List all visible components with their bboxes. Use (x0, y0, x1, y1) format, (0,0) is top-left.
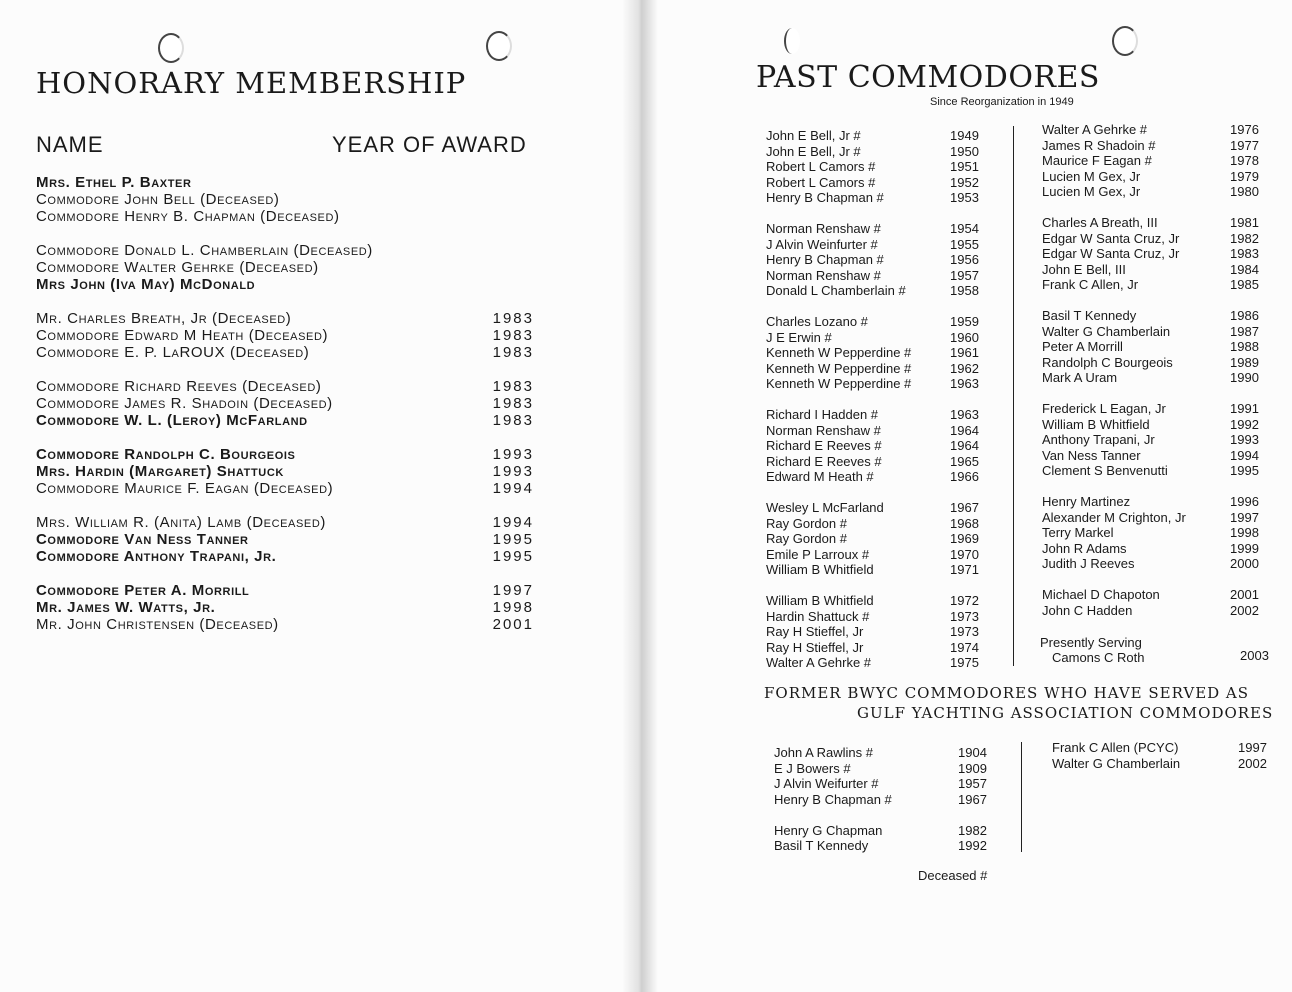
honorary-member-row (36, 514, 546, 531)
commodore-row (1042, 432, 1262, 448)
commodore-row (1042, 448, 1262, 464)
commodore-year: 1995 (1230, 463, 1259, 478)
commodore-row (1042, 138, 1262, 154)
group-gap (766, 206, 986, 222)
commodore-year: 1975 (950, 655, 979, 670)
commodore-year: 1968 (950, 515, 979, 531)
commodore-name: J Alvin Weinfurter # (766, 236, 878, 252)
commodore-name: Anthony Trapani, Jr (1042, 432, 1155, 447)
commodore-year: 2000 (1230, 556, 1259, 571)
commodore-row (1042, 541, 1262, 557)
honorary-member-row (36, 208, 546, 225)
commodore-row (766, 531, 986, 547)
honorary-member-row (36, 344, 546, 361)
commodore-name: Henry B Chapman # (774, 791, 892, 807)
commodore-row (1042, 370, 1262, 386)
group-gap (36, 429, 546, 446)
commodore-row (1052, 740, 1272, 756)
group-gap (36, 225, 546, 242)
honorary-member-row (36, 174, 546, 191)
commodore-row (766, 175, 986, 191)
commodore-row (766, 345, 986, 361)
commodore-name: Robert L Camors # (766, 174, 876, 190)
gya-column-divider (1021, 742, 1022, 852)
commodore-row (1042, 184, 1262, 200)
commodore-name: Terry Markel (1042, 525, 1114, 540)
commodore-name: Ray H Stieffel, Jr (766, 624, 864, 639)
commodore-row (766, 376, 986, 392)
commodore-name: Frank C Allen (PCYC) (1052, 740, 1179, 755)
member-name: Mrs. Ethel P. Baxter (36, 174, 192, 191)
honorary-title: HONORARY MEMBERSHIP (36, 66, 467, 100)
commodore-year: 1979 (1230, 168, 1259, 184)
member-name: Commodore Maurice F. Eagan (Deceased) (36, 480, 334, 497)
commodore-name: Basil T Kennedy (774, 838, 869, 853)
commodore-year: 1981 (1230, 215, 1259, 230)
commodore-year: 1991 (1230, 401, 1259, 416)
commodore-name: Clement S Benvenutti (1042, 463, 1168, 478)
member-name: Commodore Anthony Trapani, Jr. (36, 548, 277, 565)
commodore-row (766, 407, 986, 423)
group-gap (36, 293, 546, 310)
commodore-row (766, 640, 986, 656)
member-name: Mr. Charles Breath, Jr (Deceased) (36, 310, 292, 327)
award-year: 1983 (492, 395, 534, 412)
commodore-name: John C Hadden (1042, 602, 1133, 618)
commodore-row (1042, 122, 1262, 138)
commodore-year: 1971 (950, 562, 979, 577)
commodore-row (1042, 417, 1262, 433)
commodore-row (1042, 169, 1262, 185)
punch-hole (486, 31, 512, 61)
commodore-year: 1982 (958, 822, 987, 838)
commodore-row (766, 128, 986, 144)
commodore-name: William B Whitfield (1042, 416, 1150, 432)
honorary-member-row (36, 259, 546, 276)
commodore-year: 1983 (1230, 246, 1259, 261)
commodore-year: 1997 (1238, 740, 1267, 755)
deceased-note: Deceased # (918, 868, 988, 883)
commodore-row (1042, 262, 1262, 278)
commodore-year: 1982 (1230, 230, 1259, 246)
award-year: 1983 (492, 378, 534, 395)
commodore-row (1042, 339, 1262, 355)
commodore-year: 1996 (1230, 494, 1259, 509)
commodore-name: Ray H Stieffel, Jr (766, 639, 864, 655)
commodore-year: 1962 (950, 360, 979, 376)
member-name: Commodore John Bell (Deceased) (36, 191, 280, 208)
commodore-year: 2002 (1230, 602, 1259, 618)
award-year: 1994 (492, 514, 534, 531)
honorary-member-row (36, 412, 546, 429)
group-gap (36, 497, 546, 514)
commodore-row (766, 593, 986, 609)
gya-right-column (1052, 740, 1272, 771)
commodore-year: 1953 (950, 190, 979, 205)
commodore-year: 1998 (1230, 525, 1259, 540)
group-gap (1042, 293, 1262, 309)
commodore-row (766, 361, 986, 377)
commodore-name: Emile P Larroux # (766, 546, 870, 562)
commodore-row (774, 761, 990, 777)
commodore-name: Peter A Morrill (1042, 339, 1123, 354)
commodore-name: J E Erwin # (766, 329, 832, 345)
commodore-year: 1965 (950, 453, 979, 469)
commodore-year: 1973 (950, 624, 979, 639)
commodore-row (1042, 494, 1262, 510)
commodore-name: Norman Renshaw # (766, 221, 881, 236)
punch-hole (158, 33, 184, 63)
commodore-year: 1993 (1230, 432, 1259, 447)
commodore-name: Richard I Hadden # (766, 407, 879, 422)
commodore-name: Maurice F Eagan # (1042, 153, 1152, 168)
commodore-name: Van Ness Tanner (1042, 447, 1141, 463)
commodore-year: 1951 (950, 159, 979, 174)
group-gap (1042, 479, 1262, 495)
commodore-row (1042, 231, 1262, 247)
commodore-year: 1992 (1230, 416, 1259, 432)
commodore-name: Edgar W Santa Cruz, Jr (1042, 246, 1180, 261)
name-column-header: NAME (36, 132, 104, 157)
commodore-year: 1985 (1230, 277, 1259, 292)
commodore-name: Edgar W Santa Cruz, Jr (1042, 230, 1180, 246)
honorary-member-row (36, 582, 546, 599)
commodore-name: Henry G Chapman (774, 822, 883, 838)
commodore-row (1042, 463, 1262, 479)
commodore-row (766, 423, 986, 439)
commodore-name: Ray Gordon # (766, 515, 847, 531)
commodore-year: 1963 (950, 407, 979, 422)
commodore-row (1042, 401, 1262, 417)
honorary-member-row (36, 242, 546, 259)
commodore-row (1042, 308, 1262, 324)
commodore-year: 1956 (950, 252, 979, 267)
commodore-row (774, 745, 990, 761)
commodore-year: 1988 (1230, 339, 1259, 354)
honorary-member-row (36, 480, 546, 497)
commodore-row (1042, 525, 1262, 541)
column-divider (1013, 126, 1014, 666)
commodore-row (1042, 324, 1262, 340)
commodore-year: 1961 (950, 345, 979, 360)
commodore-row (766, 624, 986, 640)
member-name: Mrs John (Iva May) McDonald (36, 276, 256, 293)
group-gap (1042, 386, 1262, 402)
member-name: Commodore Henry B. Chapman (Deceased) (36, 208, 340, 225)
award-year: 1993 (492, 463, 534, 480)
presently-serving-year: 2003 (1240, 648, 1269, 663)
commodore-row (1042, 603, 1262, 619)
commodore-name: Richard E Reeves # (766, 438, 882, 453)
commodore-name: William B Whitfield (766, 562, 874, 577)
commodore-row (774, 823, 990, 839)
commodore-name: Donald L Chamberlain # (766, 283, 906, 298)
commodore-name: Richard E Reeves # (766, 453, 882, 469)
member-name: Mrs. Hardin (Margaret) Shattuck (36, 463, 284, 480)
group-gap (766, 485, 986, 501)
award-year: 1994 (492, 480, 534, 497)
member-name: Commodore W. L. (Leroy) McFarland (36, 412, 308, 429)
commodore-row (766, 159, 986, 175)
commodore-year: 1955 (950, 236, 979, 252)
commodore-year: 1970 (950, 546, 979, 562)
commodore-row (766, 469, 986, 485)
commodore-row (774, 838, 990, 854)
punch-hole (784, 28, 800, 54)
commodore-year: 1973 (950, 608, 979, 624)
commodore-name: Lucien M Gex, Jr (1042, 184, 1141, 199)
commodore-name: Walter A Gehrke # (766, 655, 872, 670)
award-year: 1983 (492, 310, 534, 327)
honorary-member-row (36, 531, 546, 548)
commodore-year: 1964 (950, 438, 979, 453)
commodore-year: 1952 (950, 174, 979, 190)
commodore-name: Walter A Gehrke # (1042, 122, 1148, 137)
commodore-year: 1969 (950, 531, 979, 546)
commodore-row (766, 330, 986, 346)
commodore-row (766, 500, 986, 516)
commodore-name: Judith J Reeves (1042, 556, 1135, 571)
commodore-name: Basil T Kennedy (1042, 308, 1137, 323)
commodore-name: Alexander M Crighton, Jr (1042, 509, 1186, 525)
commodore-row (766, 221, 986, 237)
member-name: Commodore Richard Reeves (Deceased) (36, 378, 322, 395)
group-gap (766, 392, 986, 408)
honorary-member-row (36, 446, 546, 463)
commodore-year: 1959 (950, 314, 979, 329)
honorary-member-row (36, 395, 546, 412)
commodore-name: Wesley L McFarland (766, 500, 884, 515)
past-commodores-subtitle: Since Reorganization in 1949 (930, 96, 1074, 108)
commodore-row (1042, 153, 1262, 169)
commodore-name: Michael D Chapoton (1042, 587, 1160, 602)
commodore-year: 1977 (1230, 137, 1259, 153)
commodores-right-column (1042, 122, 1262, 618)
award-year: 1983 (492, 412, 534, 429)
commodore-row (766, 562, 986, 578)
commodore-name: Henry B Chapman # (766, 252, 884, 267)
commodore-name: Henry Martinez (1042, 494, 1131, 509)
commodore-year: 1997 (1230, 509, 1259, 525)
commodore-name: Mark A Uram (1042, 370, 1118, 385)
commodore-name: Frank C Allen, Jr (1042, 277, 1139, 292)
commodore-name: John E Bell, Jr # (766, 128, 861, 143)
commodore-name: J Alvin Weifurter # (774, 776, 879, 791)
commodore-name: John E Bell, III (1042, 261, 1126, 277)
commodore-year: 1957 (950, 267, 979, 283)
commodore-name: Kenneth W Pepperdine # (766, 376, 912, 391)
commodore-row (1042, 215, 1262, 231)
commodore-year: 1964 (950, 422, 979, 438)
commodore-year: 1954 (950, 221, 979, 236)
commodore-year: 1960 (950, 329, 979, 345)
commodore-year: 1909 (958, 760, 987, 776)
award-year: 1998 (492, 599, 534, 616)
commodore-name: John R Adams (1042, 540, 1127, 556)
commodore-row (766, 252, 986, 268)
commodore-year: 1966 (950, 469, 979, 484)
commodore-year: 1978 (1230, 153, 1259, 168)
member-name: Commodore James R. Shadoin (Deceased) (36, 395, 333, 412)
group-gap (766, 299, 986, 315)
commodore-year: 2001 (1230, 587, 1259, 602)
commodore-name: John E Bell, Jr # (766, 143, 861, 159)
commodore-name: Charles A Breath, III (1042, 215, 1158, 230)
commodore-name: Walter G Chamberlain (1042, 323, 1171, 339)
commodore-name: Ray Gordon # (766, 531, 847, 546)
honorary-member-row (36, 276, 546, 293)
commodore-year: 1994 (1230, 447, 1259, 463)
commodore-row (1042, 355, 1262, 371)
honorary-member-list (36, 174, 546, 633)
commodore-year: 1967 (950, 500, 979, 515)
honorary-member-row (36, 378, 546, 395)
year-column-header: YEAR OF AWARD (332, 132, 527, 157)
commodore-row (766, 438, 986, 454)
commodore-name: Hardin Shattuck # (766, 608, 870, 624)
commodore-row (766, 144, 986, 160)
commodore-row (766, 516, 986, 532)
group-gap (1042, 572, 1262, 588)
member-name: Mr. James W. Watts, Jr. (36, 599, 216, 616)
commodore-name: Frederick L Eagan, Jr (1042, 401, 1166, 416)
award-year: 1995 (492, 548, 534, 565)
commodore-name: Kenneth W Pepperdine # (766, 345, 912, 360)
commodore-year: 1984 (1230, 261, 1259, 277)
award-year: 1997 (492, 582, 534, 599)
group-gap (36, 361, 546, 378)
member-name: Commodore Walter Gehrke (Deceased) (36, 259, 319, 276)
former-commodores-heading: FORMER BWYC COMMODORES WHO HAVE SERVED AS (764, 684, 1250, 702)
award-year: 1995 (492, 531, 534, 548)
commodore-name: Henry B Chapman # (766, 190, 884, 205)
commodore-year: 1999 (1230, 540, 1259, 556)
honorary-member-row (36, 310, 546, 327)
honorary-member-row (36, 599, 546, 616)
commodore-name: Norman Renshaw # (766, 267, 881, 283)
former-commodores-heading-line2: GULF YACHTING ASSOCIATION COMMODORES (857, 704, 1274, 722)
commodore-row (774, 776, 990, 792)
commodore-year: 1992 (958, 838, 987, 853)
commodore-row (1052, 756, 1272, 772)
commodore-row (766, 547, 986, 563)
commodore-year: 1974 (950, 639, 979, 655)
commodore-row (1042, 587, 1262, 603)
commodore-name: Charles Lozano # (766, 314, 868, 329)
commodore-row (766, 268, 986, 284)
commodore-year: 1957 (958, 776, 987, 791)
member-name: Mr. John Christensen (Deceased) (36, 616, 279, 633)
member-name: Commodore Randolph C. Bourgeois (36, 446, 296, 463)
presently-serving-name: Camons C Roth (1052, 650, 1145, 665)
honorary-member-row (36, 191, 546, 208)
commodore-year: 1990 (1230, 370, 1259, 385)
commodore-name: Walter G Chamberlain (1052, 755, 1181, 771)
commodore-year: 1950 (950, 143, 979, 159)
commodore-row (1042, 246, 1262, 262)
commodore-year: 1958 (950, 283, 979, 298)
center-fold (622, 0, 658, 992)
commodore-year: 1963 (950, 376, 979, 391)
group-gap (1042, 200, 1262, 216)
commodore-name: John A Rawlins # (774, 745, 874, 760)
gya-left-column (774, 745, 990, 854)
member-name: Commodore Donald L. Chamberlain (Deceased) (36, 242, 373, 259)
commodore-year: 1989 (1230, 354, 1259, 370)
member-name: Commodore Van Ness Tanner (36, 531, 249, 548)
commodore-year: 1986 (1230, 308, 1259, 323)
commodore-year: 1976 (1230, 122, 1259, 137)
commodore-year: 1949 (950, 128, 979, 143)
honorary-member-row (36, 327, 546, 344)
honorary-member-row (36, 616, 546, 633)
honorary-member-row (36, 548, 546, 565)
commodore-row (766, 190, 986, 206)
commodore-name: Norman Renshaw # (766, 422, 881, 438)
commodore-row (766, 314, 986, 330)
commodore-year: 1967 (958, 791, 987, 807)
commodore-name: Kenneth W Pepperdine # (766, 360, 912, 376)
commodore-row (774, 792, 990, 808)
commodore-name: Edward M Heath # (766, 469, 874, 484)
commodore-name: Robert L Camors # (766, 159, 876, 174)
commodore-year: 1904 (958, 745, 987, 760)
member-name: Commodore E. P. LaROUX (Deceased) (36, 344, 310, 361)
commodore-year: 1987 (1230, 323, 1259, 339)
award-year: 1983 (492, 327, 534, 344)
presently-serving-label: Presently Serving (1040, 635, 1142, 650)
commodore-name: E J Bowers # (774, 760, 851, 776)
commodores-left-column (766, 128, 986, 671)
commodore-name: Randolph C Bourgeois (1042, 354, 1173, 370)
honorary-member-row (36, 463, 546, 480)
commodore-row (766, 283, 986, 299)
member-name: Commodore Edward M Heath (Deceased) (36, 327, 329, 344)
commodore-row (1042, 510, 1262, 526)
commodore-year: 2002 (1238, 755, 1267, 771)
group-gap (36, 565, 546, 582)
award-year: 1993 (492, 446, 534, 463)
commodore-row (1042, 277, 1262, 293)
commodore-row (766, 655, 986, 671)
commodore-name: William B Whitfield (766, 593, 874, 608)
award-year: 1983 (492, 344, 534, 361)
commodore-name: James R Shadoin # (1042, 137, 1156, 153)
commodore-year: 1980 (1230, 184, 1259, 199)
group-gap (766, 578, 986, 594)
member-name: Commodore Peter A. Morrill (36, 582, 250, 599)
member-name: Mrs. William R. (Anita) Lamb (Deceased) (36, 514, 326, 531)
commodore-row (766, 609, 986, 625)
commodore-year: 1972 (950, 593, 979, 608)
commodore-row (766, 454, 986, 470)
past-commodores-title: PAST COMMODORES (756, 60, 1100, 95)
award-year: 2001 (492, 616, 534, 633)
commodore-row (766, 237, 986, 253)
punch-hole (1112, 26, 1138, 56)
commodore-row (1042, 556, 1262, 572)
group-gap (774, 807, 990, 823)
commodore-name: Lucien M Gex, Jr (1042, 168, 1141, 184)
